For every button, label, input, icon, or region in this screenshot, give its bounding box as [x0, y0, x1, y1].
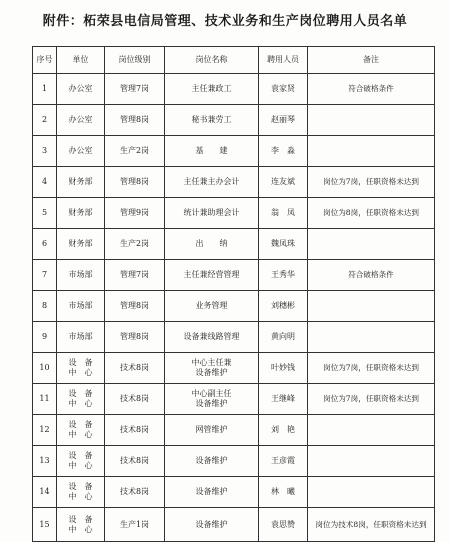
cell-position: 设备维护 — [165, 446, 259, 477]
cell-person: 王继峰 — [259, 384, 308, 415]
hiring-roster-table — [32, 46, 435, 542]
cell-seq: 11 — [33, 384, 57, 415]
cell-position: 业务管理 — [165, 291, 259, 322]
cell-grade: 技术8岗 — [105, 446, 165, 477]
cell-grade: 管理8岗 — [105, 167, 165, 198]
cell-remark: 符合破格条件 — [308, 260, 435, 291]
cell-person: 王秀华 — [259, 260, 308, 291]
cell-grade: 管理8岗 — [105, 322, 165, 353]
cell-grade: 技术8岗 — [105, 477, 165, 508]
cell-position: 设备维护 — [165, 477, 259, 508]
table-header-row — [33, 47, 435, 74]
cell-person: 叶妙钱 — [259, 353, 308, 384]
table-row — [33, 322, 435, 353]
header-grade: 岗位级别 — [105, 47, 165, 74]
cell-unit: 财务部 — [57, 229, 105, 260]
cell-remark — [308, 415, 435, 446]
cell-grade: 生产1岗 — [105, 508, 165, 542]
table-row — [33, 446, 435, 477]
cell-position: 中心主任兼 设备维护 — [165, 353, 259, 384]
cell-seq: 15 — [33, 508, 57, 542]
cell-unit: 设 备 中 心 — [57, 477, 105, 508]
cell-remark — [308, 105, 435, 136]
cell-seq: 4 — [33, 167, 57, 198]
table-row — [33, 384, 435, 415]
cell-person: 王彦霞 — [259, 446, 308, 477]
cell-person: 李 淼 — [259, 136, 308, 167]
cell-person: 刘穗彬 — [259, 291, 308, 322]
cell-grade: 管理9岗 — [105, 198, 165, 229]
cell-unit: 市场部 — [57, 260, 105, 291]
cell-grade: 生产2岗 — [105, 229, 165, 260]
cell-grade: 技术8岗 — [105, 415, 165, 446]
cell-remark — [308, 291, 435, 322]
cell-remark — [308, 322, 435, 353]
cell-remark — [308, 229, 435, 260]
cell-position: 出 纳 — [165, 229, 259, 260]
cell-person: 黄向明 — [259, 322, 308, 353]
table-row — [33, 353, 435, 384]
cell-seq: 3 — [33, 136, 57, 167]
cell-remark: 岗位为8岗，任职资格未达到 — [308, 198, 435, 229]
cell-remark: 岗位为技术8岗，任职资格未达到 — [308, 508, 435, 542]
cell-unit: 市场部 — [57, 322, 105, 353]
cell-seq: 14 — [33, 477, 57, 508]
cell-grade: 管理8岗 — [105, 105, 165, 136]
cell-unit: 办公室 — [57, 74, 105, 105]
cell-grade: 生产2岗 — [105, 136, 165, 167]
table-row — [33, 74, 435, 105]
cell-person: 翁 凤 — [259, 198, 308, 229]
cell-position: 设备兼线路管理 — [165, 322, 259, 353]
cell-grade: 管理8岗 — [105, 291, 165, 322]
cell-unit: 财务部 — [57, 198, 105, 229]
cell-seq: 7 — [33, 260, 57, 291]
header-position: 岗位名称 — [165, 47, 259, 74]
table-row — [33, 136, 435, 167]
cell-unit: 设 备 中 心 — [57, 415, 105, 446]
cell-seq: 2 — [33, 105, 57, 136]
cell-remark — [308, 477, 435, 508]
cell-unit: 财务部 — [57, 167, 105, 198]
cell-person: 刘 艳 — [259, 415, 308, 446]
cell-unit: 设 备 中 心 — [57, 384, 105, 415]
table-row — [33, 415, 435, 446]
cell-position: 主任兼政工 — [165, 74, 259, 105]
cell-position: 秘书兼劳工 — [165, 105, 259, 136]
cell-seq: 1 — [33, 74, 57, 105]
cell-position: 设备维护 — [165, 508, 259, 542]
cell-remark: 岗位为7岗，任职资格未达到 — [308, 353, 435, 384]
cell-person: 袁思赞 — [259, 508, 308, 542]
cell-seq: 6 — [33, 229, 57, 260]
cell-position: 主任兼经营管理 — [165, 260, 259, 291]
cell-position: 网管维护 — [165, 415, 259, 446]
cell-position: 中心副主任 设备维护 — [165, 384, 259, 415]
cell-grade: 技术8岗 — [105, 353, 165, 384]
cell-unit: 办公室 — [57, 105, 105, 136]
cell-person: 袁家贤 — [259, 74, 308, 105]
cell-seq: 8 — [33, 291, 57, 322]
header-person: 聘用人员 — [259, 47, 308, 74]
table-row — [33, 167, 435, 198]
cell-grade: 技术8岗 — [105, 384, 165, 415]
cell-seq: 5 — [33, 198, 57, 229]
cell-grade: 管理7岗 — [105, 74, 165, 105]
cell-remark: 符合破格条件 — [308, 74, 435, 105]
table-row — [33, 508, 435, 542]
cell-remark: 岗位为7岗，任职资格未达到 — [308, 384, 435, 415]
cell-unit: 设 备 中 心 — [57, 508, 105, 542]
cell-remark: 岗位为7岗，任职资格未达到 — [308, 167, 435, 198]
cell-person: 赵丽琴 — [259, 105, 308, 136]
cell-unit: 办公室 — [57, 136, 105, 167]
cell-unit: 设 备 中 心 — [57, 446, 105, 477]
cell-seq: 9 — [33, 322, 57, 353]
cell-remark — [308, 136, 435, 167]
document-title: 附件：柘荣县电信局管理、技术业务和生产岗位聘用人员名单 — [42, 14, 408, 29]
cell-seq: 10 — [33, 353, 57, 384]
cell-seq: 13 — [33, 446, 57, 477]
cell-grade: 管理7岗 — [105, 260, 165, 291]
cell-person: 魏凤珠 — [259, 229, 308, 260]
header-remark: 备注 — [308, 47, 435, 74]
header-seq: 序号 — [33, 47, 57, 74]
cell-seq: 12 — [33, 415, 57, 446]
table-row — [33, 105, 435, 136]
table-row — [33, 198, 435, 229]
cell-remark — [308, 446, 435, 477]
cell-position: 主任兼主办会计 — [165, 167, 259, 198]
cell-unit: 市场部 — [57, 291, 105, 322]
table-row — [33, 291, 435, 322]
cell-position: 统计兼助理会计 — [165, 198, 259, 229]
cell-person: 林 曦 — [259, 477, 308, 508]
header-unit: 单位 — [57, 47, 105, 74]
table-row — [33, 229, 435, 260]
table-row — [33, 477, 435, 508]
table-row — [33, 260, 435, 291]
cell-unit: 设 备 中 心 — [57, 353, 105, 384]
cell-person: 连友斌 — [259, 167, 308, 198]
cell-position: 基 建 — [165, 136, 259, 167]
